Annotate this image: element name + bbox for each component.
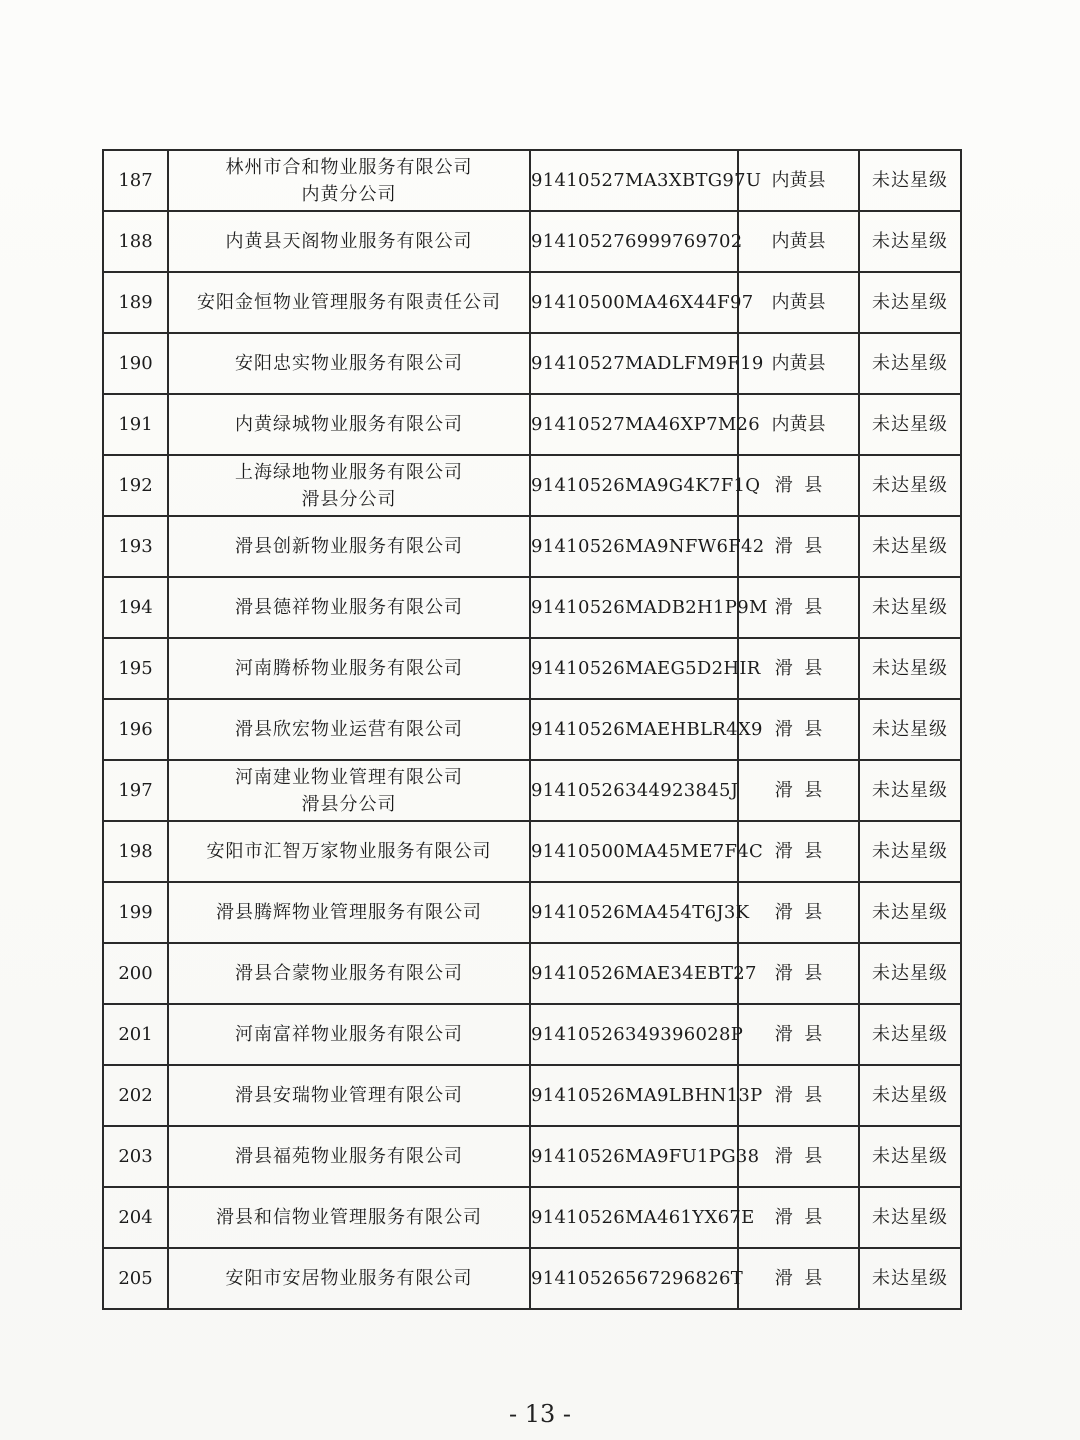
table-row (103, 821, 961, 882)
company-rating-table (102, 149, 962, 1310)
county: 滑 县 (738, 943, 859, 1004)
company-name-line: 滑县分公司 (301, 488, 397, 510)
company-name (168, 1004, 530, 1065)
credit-code: 91410526MA9FU1PG38 (530, 1126, 738, 1187)
company-name-line: 河南建业物业管理有限公司 (235, 766, 463, 788)
company-name-line: 安阳市汇智万家物业服务有限公司 (206, 841, 492, 862)
credit-code: 91410527MA3XBTG97U (530, 150, 738, 211)
credit-code: 91410500MA46X44F97 (530, 272, 738, 333)
county: 滑 县 (738, 577, 859, 638)
county: 滑 县 (738, 1004, 859, 1065)
table-row (103, 760, 961, 821)
star-rating: 未达星级 (859, 150, 961, 211)
row-number: 192 (103, 455, 168, 516)
company-name-line: 安阳金恒物业管理服务有限责任公司 (197, 292, 501, 313)
star-rating: 未达星级 (859, 333, 961, 394)
table-row (103, 577, 961, 638)
county: 滑 县 (738, 455, 859, 516)
table-row (103, 516, 961, 577)
company-name (168, 821, 530, 882)
county: 滑 县 (738, 1187, 859, 1248)
row-number: 205 (103, 1248, 168, 1309)
company-name-line: 内黄县天阁物业服务有限公司 (225, 231, 473, 252)
star-rating: 未达星级 (859, 638, 961, 699)
company-name-line: 安阳忠实物业服务有限公司 (235, 353, 463, 374)
star-rating: 未达星级 (859, 1004, 961, 1065)
row-number: 193 (103, 516, 168, 577)
credit-code: 91410526567296826T (530, 1248, 738, 1309)
county: 滑 县 (738, 699, 859, 760)
company-name (168, 699, 530, 760)
county: 内黄县 (738, 333, 859, 394)
table-row (103, 394, 961, 455)
table-row (103, 455, 961, 516)
company-name (168, 638, 530, 699)
star-rating: 未达星级 (859, 211, 961, 272)
page-number: - 13 - (508, 1400, 571, 1428)
company-name (168, 1248, 530, 1309)
row-number: 196 (103, 699, 168, 760)
row-number: 194 (103, 577, 168, 638)
county: 滑 县 (738, 1126, 859, 1187)
county: 滑 县 (738, 1065, 859, 1126)
credit-code: 914105276999769702 (530, 211, 738, 272)
company-name (168, 882, 530, 943)
company-name-line: 滑县安瑞物业管理有限公司 (235, 1085, 463, 1106)
row-number: 200 (103, 943, 168, 1004)
company-name (168, 150, 530, 211)
star-rating: 未达星级 (859, 1126, 961, 1187)
row-number: 201 (103, 1004, 168, 1065)
company-name (168, 577, 530, 638)
county: 滑 县 (738, 760, 859, 821)
company-name (168, 1187, 530, 1248)
company-name-line: 河南富祥物业服务有限公司 (235, 1024, 463, 1045)
company-name-line: 内黄绿城物业服务有限公司 (235, 414, 463, 435)
company-name (168, 943, 530, 1004)
company-name-line: 滑县创新物业服务有限公司 (235, 536, 463, 557)
table-body (103, 150, 961, 1309)
company-name (168, 1126, 530, 1187)
county: 滑 县 (738, 516, 859, 577)
star-rating: 未达星级 (859, 821, 961, 882)
star-rating: 未达星级 (859, 272, 961, 333)
company-name-line: 林州市合和物业服务有限公司 (225, 156, 473, 178)
table-row (103, 1004, 961, 1065)
table-row (103, 150, 961, 211)
credit-code: 91410526344923845J (530, 760, 738, 821)
company-name (168, 760, 530, 821)
company-name-line: 滑县腾辉物业管理服务有限公司 (216, 902, 482, 923)
credit-code: 91410526MA461YX67E (530, 1187, 738, 1248)
credit-code: 91410500MA45ME7F4C (530, 821, 738, 882)
row-number: 195 (103, 638, 168, 699)
table-row (103, 638, 961, 699)
company-name (168, 211, 530, 272)
row-number: 189 (103, 272, 168, 333)
row-number: 197 (103, 760, 168, 821)
county: 内黄县 (738, 394, 859, 455)
company-name-line: 滑县福苑物业服务有限公司 (235, 1146, 463, 1167)
credit-code: 91410527MA46XP7M26 (530, 394, 738, 455)
credit-code: 91410526349396028P (530, 1004, 738, 1065)
row-number: 187 (103, 150, 168, 211)
company-name-line: 滑县欣宏物业运营有限公司 (235, 719, 463, 740)
table-row (103, 1248, 961, 1309)
table-row (103, 1126, 961, 1187)
company-name (168, 272, 530, 333)
row-number: 199 (103, 882, 168, 943)
star-rating: 未达星级 (859, 1187, 961, 1248)
credit-code: 91410526MA454T6J3K (530, 882, 738, 943)
county: 滑 县 (738, 882, 859, 943)
county: 内黄县 (738, 211, 859, 272)
row-number: 188 (103, 211, 168, 272)
row-number: 198 (103, 821, 168, 882)
star-rating: 未达星级 (859, 943, 961, 1004)
table-row (103, 1187, 961, 1248)
company-name (168, 394, 530, 455)
star-rating: 未达星级 (859, 455, 961, 516)
county: 滑 县 (738, 638, 859, 699)
star-rating: 未达星级 (859, 1065, 961, 1126)
credit-code: 91410526MA9LBHN13P (530, 1065, 738, 1126)
row-number: 191 (103, 394, 168, 455)
row-number: 203 (103, 1126, 168, 1187)
table-row (103, 943, 961, 1004)
company-name-line: 内黄分公司 (301, 183, 397, 205)
county: 滑 县 (738, 1248, 859, 1309)
table-row (103, 699, 961, 760)
company-name-line: 滑县分公司 (301, 793, 397, 815)
county: 内黄县 (738, 150, 859, 211)
company-name (168, 333, 530, 394)
credit-code: 91410526MAE34EBT27 (530, 943, 738, 1004)
credit-code: 91410527MADLFM9F19 (530, 333, 738, 394)
star-rating: 未达星级 (859, 1248, 961, 1309)
credit-code: 91410526MAEHBLR4X9 (530, 699, 738, 760)
star-rating: 未达星级 (859, 882, 961, 943)
credit-code: 91410526MAEG5D2HIR (530, 638, 738, 699)
table-row (103, 272, 961, 333)
company-name-line: 河南腾桥物业服务有限公司 (235, 658, 463, 679)
row-number: 202 (103, 1065, 168, 1126)
company-name (168, 455, 530, 516)
row-number: 190 (103, 333, 168, 394)
table-row (103, 211, 961, 272)
star-rating: 未达星级 (859, 394, 961, 455)
star-rating: 未达星级 (859, 760, 961, 821)
star-rating: 未达星级 (859, 699, 961, 760)
company-name-line: 滑县合蒙物业服务有限公司 (235, 963, 463, 984)
credit-code: 91410526MADB2H1P9M (530, 577, 738, 638)
company-name (168, 1065, 530, 1126)
table-row (103, 882, 961, 943)
table-row (103, 1065, 961, 1126)
row-number: 204 (103, 1187, 168, 1248)
company-name-line: 上海绿地物业服务有限公司 (235, 461, 463, 483)
company-name-line: 安阳市安居物业服务有限公司 (225, 1268, 473, 1289)
credit-code: 91410526MA9G4K7F1Q (530, 455, 738, 516)
county: 内黄县 (738, 272, 859, 333)
star-rating: 未达星级 (859, 516, 961, 577)
company-name-line: 滑县和信物业管理服务有限公司 (216, 1207, 482, 1228)
table-row (103, 333, 961, 394)
company-name (168, 516, 530, 577)
county: 滑 县 (738, 821, 859, 882)
star-rating: 未达星级 (859, 577, 961, 638)
credit-code: 91410526MA9NFW6F42 (530, 516, 738, 577)
company-name-line: 滑县德祥物业服务有限公司 (235, 597, 463, 618)
